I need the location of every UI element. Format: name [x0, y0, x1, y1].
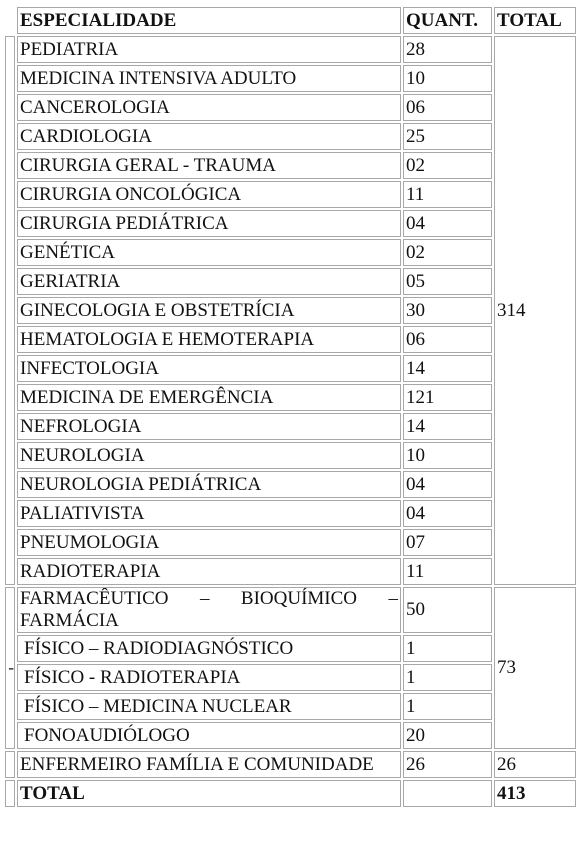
specialty-name: HEMATOLOGIA E HEMOTERAPIA: [17, 326, 401, 353]
specialty-name: MEDICINA INTENSIVA ADULTO: [17, 65, 401, 92]
table-row: [5, 355, 576, 382]
specialty-quantity: 26: [403, 751, 492, 778]
table-row: [5, 693, 576, 720]
specialty-quantity: 1: [403, 635, 492, 662]
specialty-name: RADIOTERAPIA: [17, 558, 401, 585]
specialty-name: GERIATRIA: [17, 268, 401, 295]
table-row: [5, 529, 576, 556]
specialty-quantity: 30: [403, 297, 492, 324]
table-row: [5, 65, 576, 92]
footer-lead-cell: [5, 780, 15, 807]
table-row: [5, 181, 576, 208]
specialty-quantity: 05: [403, 268, 492, 295]
table-row: [5, 239, 576, 266]
specialty-name: NEFROLOGIA: [17, 413, 401, 440]
specialty-name: GINECOLOGIA E OBSTETRÍCIA: [17, 297, 401, 324]
specialty-name: CIRURGIA ONCOLÓGICA: [17, 181, 401, 208]
specialty-name: MEDICINA DE EMERGÊNCIA: [17, 384, 401, 411]
specialty-quantity: 02: [403, 152, 492, 179]
table-row: [5, 268, 576, 295]
specialty-quantity: 04: [403, 471, 492, 498]
specialties-table: [3, 5, 578, 809]
specialty-name: INFECTOLOGIA: [17, 355, 401, 382]
specialty-name: NEUROLOGIA: [17, 442, 401, 469]
lead-cell: [5, 7, 15, 34]
table-row: [5, 152, 576, 179]
specialty-quantity: 20: [403, 722, 492, 749]
table-row: [5, 94, 576, 121]
specialty-quantity: 121: [403, 384, 492, 411]
specialty-name: FONOAUDIÓLOGO: [17, 722, 401, 749]
specialty-quantity: 25: [403, 123, 492, 150]
table-row: [5, 635, 576, 662]
header-total: TOTAL: [494, 7, 576, 34]
specialty-name: CIRURGIA GERAL - TRAUMA: [17, 152, 401, 179]
specialty-quantity: 1: [403, 664, 492, 691]
specialty-name: PALIATIVISTA: [17, 500, 401, 527]
group3-total: 26: [494, 751, 576, 778]
total-row: [5, 780, 576, 807]
specialty-quantity: 07: [403, 529, 492, 556]
header-quant: QUANT.: [403, 7, 492, 34]
specialty-name: CIRURGIA PEDIÁTRICA: [17, 210, 401, 237]
table-row: [5, 558, 576, 585]
table-row: [5, 326, 576, 353]
specialty-quantity: 28: [403, 36, 492, 63]
table-row: [5, 384, 576, 411]
specialty-name: GENÉTICA: [17, 239, 401, 266]
specialty-name: CANCEROLOGIA: [17, 94, 401, 121]
header-especialidade: ESPECIALIDADE: [17, 7, 401, 34]
specialty-quantity: 02: [403, 239, 492, 266]
specialty-name: FÍSICO – MEDICINA NUCLEAR: [17, 693, 401, 720]
group2-total: 73: [494, 587, 576, 749]
specialty-quantity: 04: [403, 210, 492, 237]
table-row: [5, 587, 576, 633]
specialty-quantity: 1: [403, 693, 492, 720]
group3-lead-cell: [5, 751, 15, 778]
specialty-quantity: 14: [403, 355, 492, 382]
specialty-name: FÍSICO – RADIODIAGNÓSTICO: [17, 635, 401, 662]
specialty-quantity: 06: [403, 326, 492, 353]
table-row: [5, 36, 576, 63]
group2-lead-cell: -: [5, 587, 15, 749]
specialty-quantity: 06: [403, 94, 492, 121]
table-row: [5, 751, 576, 778]
specialty-name: PEDIATRIA: [17, 36, 401, 63]
specialty-quantity: 50: [403, 587, 492, 633]
specialty-quantity: 11: [403, 181, 492, 208]
specialty-quantity: 04: [403, 500, 492, 527]
total-label: TOTAL: [17, 780, 401, 807]
group1-lead-cell: [5, 36, 15, 585]
table-row: [5, 442, 576, 469]
table-row: [5, 500, 576, 527]
table-row: [5, 210, 576, 237]
table-row: [5, 722, 576, 749]
table-row: [5, 471, 576, 498]
table-row: [5, 297, 576, 324]
specialty-quantity: 14: [403, 413, 492, 440]
specialty-name: ENFERMEIRO FAMÍLIA E COMUNIDADE: [17, 751, 401, 778]
specialty-quantity: 10: [403, 65, 492, 92]
header-row: [5, 7, 576, 34]
specialty-quantity: 11: [403, 558, 492, 585]
total-quantity: [403, 780, 492, 807]
specialty-name: CARDIOLOGIA: [17, 123, 401, 150]
table-row: [5, 664, 576, 691]
group1-total: 314: [494, 36, 576, 585]
grand-total: 413: [494, 780, 576, 807]
specialty-name: NEUROLOGIA PEDIÁTRICA: [17, 471, 401, 498]
table-row: [5, 413, 576, 440]
specialty-name: PNEUMOLOGIA: [17, 529, 401, 556]
specialty-name: FÍSICO - RADIOTERAPIA: [17, 664, 401, 691]
specialty-quantity: 10: [403, 442, 492, 469]
table-row: [5, 123, 576, 150]
specialty-name: FARMACÊUTICO – BIOQUÍMICO – FARMÁCIA: [17, 587, 401, 633]
